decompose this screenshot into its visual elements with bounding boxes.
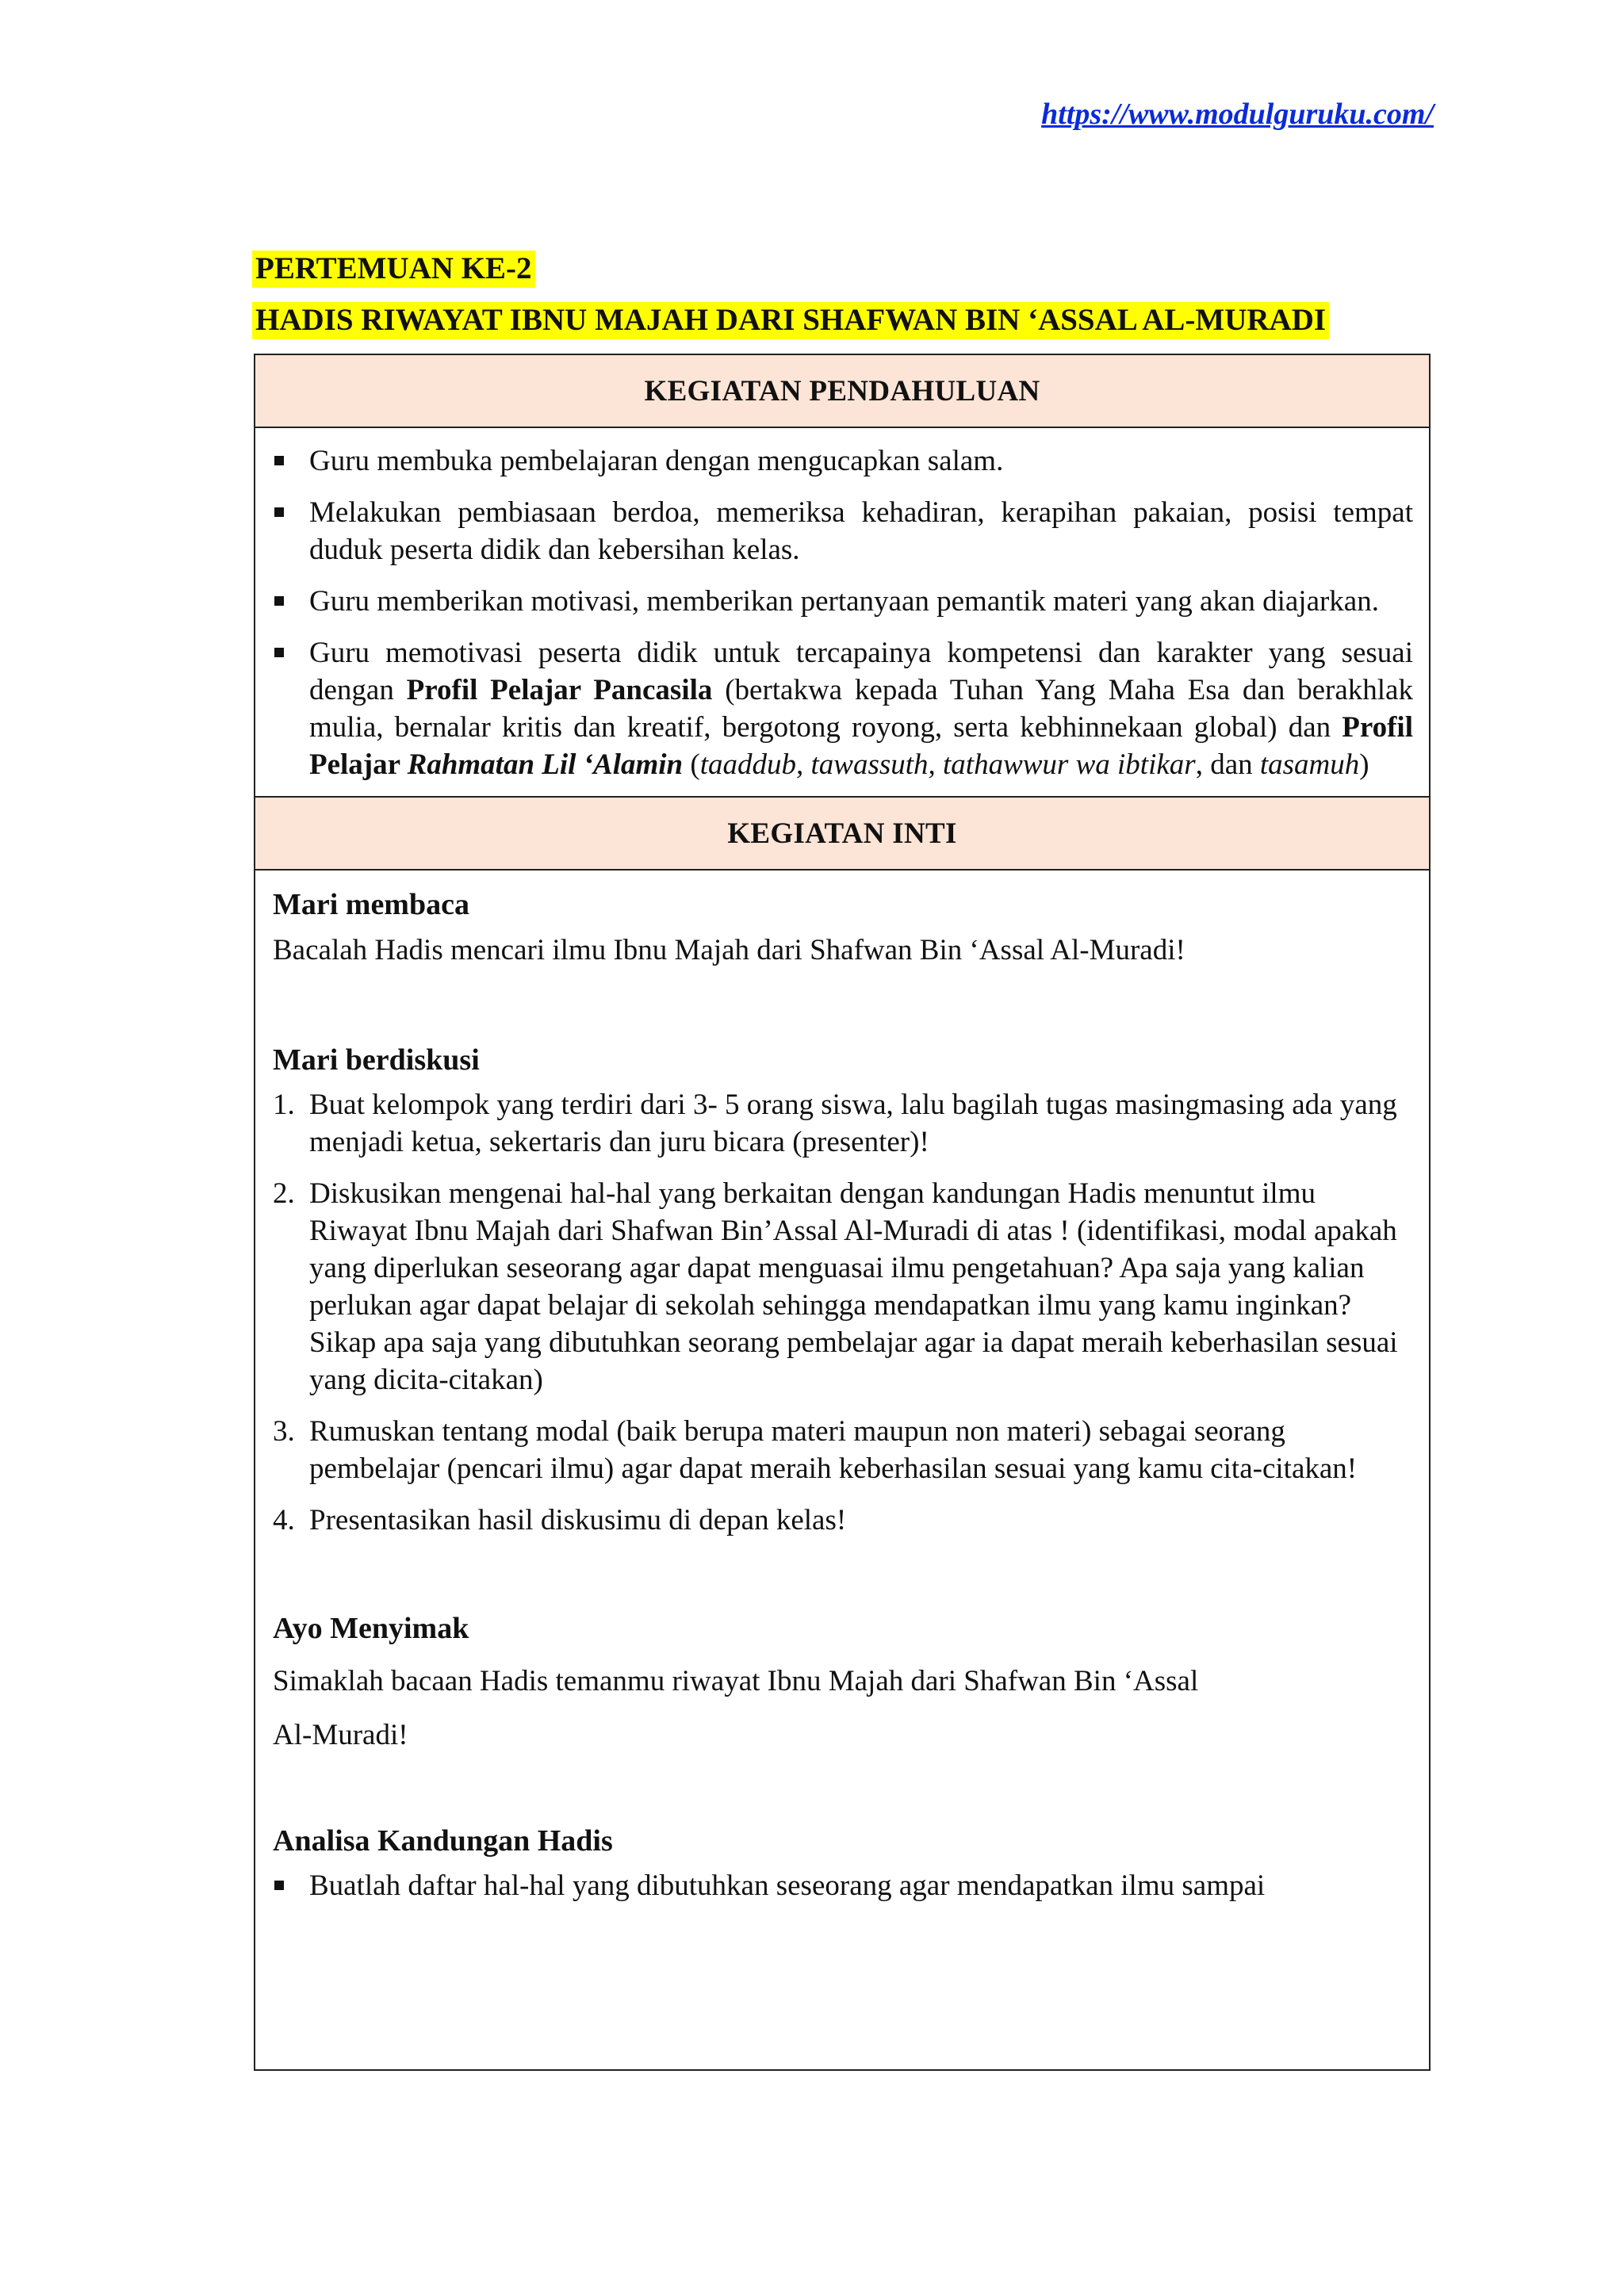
values-text: taaddub, tawassuth, tathawwur wa ibtikar [699,748,1196,781]
list-item-text: Rumuskan tentang modal (baik berupa materi maupun non materi) sebagai seorang pembelajar (pencari ilmu) agar dapat meraih keberhasilan sesuai yang kamu cita-citakan! [309,1415,1358,1485]
list-item-text: Diskusikan mengenai hal-hal yang berkaitan dengan kandungan Hadis menuntut ilmu Riwayat Ibnu Majah dari Shafwan Bin’Assal Al-Muradi di atas ! (identifikasi, modal apakah yang diperlukan seseorang agar dapat menguasai ilmu pengetahuan? Apa saja yang kalian perlukan agar dapat belajar di sekolah sehingga mendapatkan ilmu yang kamu inginkan? Sikap apa saja yang dibutuhkan seorang pembelajar agar ia dapat meraih keberhasilan sesuai yang dicita-citakan) [309,1177,1398,1396]
menyimak-line-1: Simaklah bacaan Hadis temanmu riwayat Ibnu Majah dari Shafwan Bin ‘Assal [273,1665,1199,1697]
list-item [273,494,1413,568]
square-bullet-icon [274,648,284,657]
menyimak-heading: Ayo Menyimak [273,1612,469,1645]
inti-body [255,871,1429,1904]
list-number: 4. [273,1504,295,1536]
square-bullet-icon [274,456,284,465]
list-number: 2. [273,1177,295,1210]
list-item [273,442,1413,480]
analisa-list [273,1867,1413,1904]
rahmatan-text: Rahmatan Lil ‘Alamin [407,748,684,781]
berdiskusi-heading: Mari berdiskusi [273,1043,480,1077]
list-number: 1. [273,1089,295,1121]
list-item-text: Buatlah daftar hal-hal yang dibutuhkan seseorang agar mendapatkan ilmu sampai [309,1869,1266,1902]
list-item [273,1502,1413,1539]
square-bullet-icon [274,507,284,517]
meeting-title: PERTEMUAN KE-2 [252,251,535,288]
topic-title: HADIS RIWAYAT IBNU MAJAH DARI SHAFWAN BIN ‘ASSAL AL-MURADI [252,302,1329,339]
list-item [273,1175,1413,1399]
text-run: ( [683,748,700,781]
analisa-heading: Analisa Kandungan Hadis [273,1824,613,1858]
text-run: ) [1359,748,1369,781]
membaca-text: Bacalah Hadis mencari ilmu Ibnu Majah dari Shafwan Bin ‘Assal Al-Muradi! [273,934,1185,966]
list-item [273,1867,1413,1904]
pendahuluan-list [273,442,1413,783]
activity-table [254,354,1431,2071]
list-item-text: Guru memberikan motivasi, memberikan pertanyaan pemantik materi yang akan diajarkan. [309,585,1379,618]
square-bullet-icon [274,1881,284,1890]
text-run: (bertakwa kepada Tuhan Yang Maha Esa dan berakhlak mulia, bernalar kritis dan kreatif, bergotong royong, serta kebhinnekaan global) dan [309,674,1413,744]
website-link[interactable]: https://www.modulguruku.com/ [1041,98,1434,131]
list-item-text [309,637,1413,781]
list-item-text: Presentasikan hasil diskusimu di depan kelas! [309,1504,847,1536]
list-item [273,583,1413,620]
list-number: 3. [273,1415,295,1448]
list-item-text: Guru membuka pembelajaran dengan mengucapkan salam. [309,445,1004,477]
list-item [273,1086,1413,1161]
profil-pelajar-text: Profil Pelajar [309,711,1413,781]
list-item-text: Melakukan pembiasaan berdoa, memeriksa kehadiran, kerapihan pakaian, posisi tempat duduk peserta didik dan kebersihan kelas. [309,496,1413,566]
text-run: Guru memotivasi peserta didik untuk tercapainya kompetensi dan karakter yang sesuai dengan [309,637,1413,706]
pendahuluan-body [255,428,1429,796]
list-item [273,634,1413,783]
menyimak-line-2: Al-Muradi! [273,1719,408,1751]
list-item [273,1413,1413,1487]
inti-header: KEGIATAN INTI [255,796,1429,871]
membaca-heading: Mari membaca [273,888,469,921]
text-run: , dan [1195,748,1260,781]
profil-pancasila-text: Profil Pelajar Pancasila [406,674,713,706]
berdiskusi-list [273,1086,1413,1539]
list-item-text: Buat kelompok yang terdiri dari 3- 5 orang siswa, lalu bagilah tugas masingmasing ada yang menjadi ketua, sekertaris dan juru bicara (presenter)! [309,1089,1397,1158]
pendahuluan-header: KEGIATAN PENDAHULUAN [255,355,1429,428]
square-bullet-icon [274,596,284,606]
tasamuh-text: tasamuh [1259,748,1360,781]
